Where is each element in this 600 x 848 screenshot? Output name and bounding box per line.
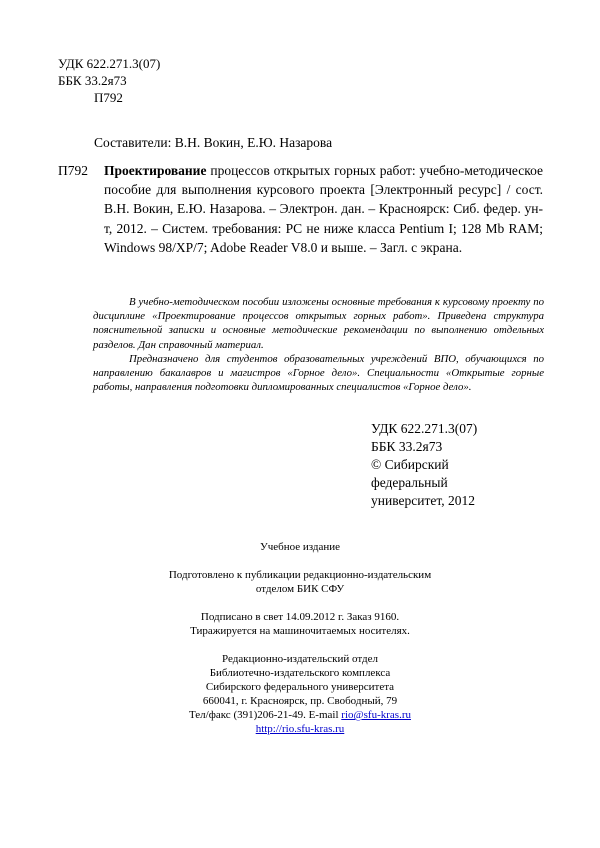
abstract [93, 295, 544, 394]
edition-type: Учебное издание [259, 541, 341, 553]
department-line-3: Сибирского федерального университета [205, 681, 395, 693]
phone-label: Тел/факс (391)206-21-49. E-mail [189, 709, 342, 721]
copyright-line-3: университет, 2012 [371, 493, 475, 508]
compilers-line: Составители: В.Н. Вокин, Е.Ю. Назарова [94, 135, 333, 150]
bbk-classification: ББК 33.2я73 [58, 73, 127, 88]
bibliographic-code: П792 [58, 163, 88, 178]
prepared-line-2: отделом БИК СФУ [255, 583, 345, 595]
abstract-paragraph-2: Предназначено для студентов образовательных учреждений ВПО, обучающихся по направлению бакалавров и магистров «Горное дело». Специальности «Открытые горные работы, направления подготовки дипломированных специалистов «Горное дело». [93, 352, 544, 394]
department-line-2: Библиотечно-издательского комплекса [209, 667, 391, 679]
copies-line: Тиражируется на машиночитаемых носителях. [190, 625, 410, 637]
signed-line: Подписано в свет 14.09.2012 г. Заказ 9160. [200, 611, 400, 623]
copyright-line-2: федеральный [371, 475, 448, 490]
author-code: П792 [94, 90, 123, 105]
copyright-udk: УДК 622.271.3(07) [371, 421, 478, 436]
bibliographic-description [104, 161, 543, 257]
book-title: Проектирование [104, 163, 207, 178]
address-line: 660041, г. Красноярск, пр. Свободный, 79 [202, 695, 398, 707]
contact-line [0, 708, 600, 722]
department-line-1: Редакционно-издательский отдел [222, 653, 378, 665]
copyright-block [371, 420, 477, 510]
email-link[interactable]: rio@sfu-kras.ru [341, 709, 411, 721]
abstract-paragraph-1: В учебно-методическом пособии изложены основные требования к курсовому проекту по дисциплине «Проектирование процессов открытых горных работ». Приведена структура пояснительной записки и основные методические рекомендации по выполнению отдельных разделов. Дан справочный материал. [93, 296, 544, 351]
udk-classification: УДК 622.271.3(07) [58, 56, 161, 71]
bibliographic-details: процессов открытых горных работ: учебно-методическое пособие для выполнения курсового проекта [Электронный ресурс] / сост. В.Н. Вокин, Е.Ю. Назарова. – Электрон. дан. – Красноярск: Сиб. федер. ун-т, 2012. – Систем. требования: PC не ниже класса Pentium I; 128 Mb RAM; Windows 98/XP/7; Adobe Reader V8.0 и выше. – Загл. с экрана. [104, 163, 543, 255]
website-line [0, 722, 600, 736]
imprint-block [0, 540, 600, 736]
copyright-line-1: © Сибирский [371, 457, 449, 472]
copyright-bbk: ББК 33.2я73 [371, 439, 443, 454]
website-link[interactable]: http://rio.sfu-kras.ru [255, 723, 345, 735]
prepared-line-1: Подготовлено к публикации редакционно-издательским [168, 569, 432, 581]
